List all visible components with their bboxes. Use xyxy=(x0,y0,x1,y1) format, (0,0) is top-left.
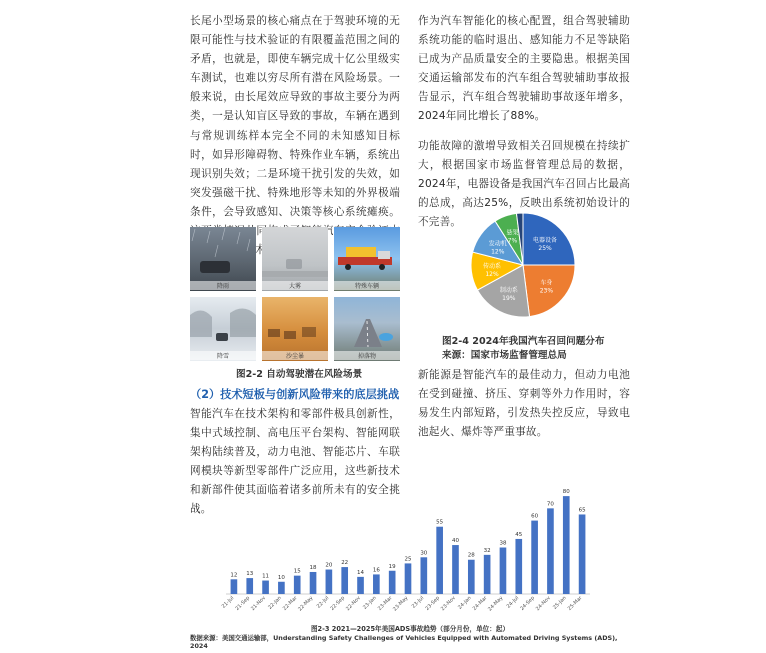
x-tick-label: 22-Mar xyxy=(281,595,299,612)
bar xyxy=(563,496,570,594)
bar xyxy=(500,548,507,594)
pie-slice-label: 车身 xyxy=(540,279,553,287)
bar xyxy=(531,521,538,594)
x-tick-label: 22-Jan xyxy=(267,595,283,611)
photo-snow xyxy=(190,297,256,361)
bar xyxy=(294,576,301,594)
bar xyxy=(579,514,586,594)
bar xyxy=(341,567,348,594)
bar xyxy=(484,555,491,594)
figure-2-4-source: 来源：国家市场监督管理总局 xyxy=(442,350,567,361)
right-paragraph-3: 新能源是智能汽车的最佳动力，但动力电池在受到碰撞、挤压、穿刺等外力作用时，容易发生内部短路，引发热失控反应，导致电池起火、爆炸等严重事故。 xyxy=(418,369,630,439)
x-tick-label: 25-Mar xyxy=(566,595,584,612)
pie-slice-percent: 12% xyxy=(485,270,499,278)
bar-value-label: 22 xyxy=(341,560,349,567)
bar-value-label: 19 xyxy=(388,563,396,570)
bar-value-label: 32 xyxy=(483,547,491,554)
photo-label-sandstorm: 沙尘暴 xyxy=(262,351,328,360)
bar xyxy=(436,527,443,594)
x-tick-label: 23-Nov xyxy=(439,595,457,613)
x-tick-label: 24-Nov xyxy=(534,595,552,613)
bar-value-label: 70 xyxy=(546,501,554,508)
x-tick-label: 21-Jul xyxy=(220,595,236,610)
right-column-lower xyxy=(418,366,630,442)
bar-chart-svg xyxy=(220,484,596,624)
photo-label-special-vehicle: 特殊车辆 xyxy=(334,281,400,290)
left-column xyxy=(190,12,400,260)
bar-value-label: 80 xyxy=(562,489,570,496)
pie-svg xyxy=(458,205,588,325)
bar-value-label: 14 xyxy=(357,569,365,576)
bar xyxy=(357,577,364,594)
left-paragraph-1: 长尾小型场景的核心痛点在于驾驶环境的无限可能性与技术验证的有限覆盖范围之间的矛盾，也就是，即使车辆完成十亿公里级实车测试，也难以穷尽所有潜在风险场景。一般来说，由长尾效应导致的事故主要分为两类，一是认知盲区导致的事故，车辆在遇到与常规训练样本完全不同的未知感知目标时，如异形障碍物、特殊作业车辆，系统出现识别失效；二是环境干扰引发的失效，如突发强磁干扰、特殊地形等未知的外界极端条件，会导致感知、决策等核心系统瘫痪。 汽 术 xyxy=(190,15,400,257)
photo-special-vehicle xyxy=(334,227,400,291)
figure-2-3-caption: 图2-3 2021—2025年美国ADS事故趋势（部分月份，单位：起） xyxy=(310,625,510,633)
photo-debris xyxy=(334,297,400,361)
x-tick-label: 25-Jan xyxy=(552,595,568,611)
x-tick-label: 24-Jan xyxy=(457,595,473,611)
photo-label-snow: 降雪 xyxy=(190,351,256,360)
right-paragraph-2: 功能故障的激增导致相关召回规模在持续扩大，根据国家市场监督管理总局的数据，2024年，电器设备是我国汽车召回占比最高的总成，高达25%，反映出系统初始设计的不完善。 xyxy=(418,139,630,228)
pie-slice-label: 传动系 xyxy=(483,262,502,270)
bar-value-label: 65 xyxy=(578,507,586,514)
photo-fog xyxy=(262,227,328,291)
right-column xyxy=(418,12,630,232)
pie-slice-percent: 7% xyxy=(507,237,518,245)
bar-value-label: 60 xyxy=(531,513,539,520)
x-tick-label: 23-May xyxy=(392,595,410,613)
left-paragraph-2: 智能汽车在技术架构和零部件极具创新性，集中式域控制、高电压平台架构、智能网联架构陆续普及，动力电池、智能芯片、车联网模块等新型零部件广泛应用，这些新技术和新部件使其面临着诸多前所未有的安全挑战。 xyxy=(190,408,400,516)
bar-value-label: 16 xyxy=(372,567,380,574)
bar-value-label: 55 xyxy=(436,519,444,526)
bar xyxy=(515,539,522,594)
figure-2-3-source: 数据来源：美国交通运输部，Understanding Safety Challenges of Vehicles Equipped with Automated Driving Systems (ADS), 2024 xyxy=(190,634,618,650)
x-tick-label: 22-May xyxy=(297,595,315,613)
x-tick-label: 24-Mar xyxy=(471,595,489,612)
photo-label-rain: 降雨 xyxy=(190,281,256,290)
x-tick-label: 23-Mar xyxy=(376,595,394,612)
photo-label-debris: 掉落物 xyxy=(334,351,400,360)
bar xyxy=(246,578,253,594)
bar-value-label: 45 xyxy=(515,531,523,538)
bar xyxy=(310,572,317,594)
risk-scenario-photos xyxy=(190,227,400,363)
x-tick-label: 24-Sep xyxy=(519,595,537,612)
x-tick-label: 23-Jan xyxy=(362,595,378,611)
bar-value-label: 20 xyxy=(325,562,333,569)
x-tick-label: 21-Nov xyxy=(250,595,267,613)
bar xyxy=(405,563,412,594)
pie-slice-label: 制动系 xyxy=(499,286,518,294)
x-tick-label: 23-Jul xyxy=(410,595,426,610)
bar-value-label: 28 xyxy=(467,552,475,559)
bar xyxy=(468,560,475,594)
bar xyxy=(452,545,459,594)
ads-accident-bar-chart xyxy=(220,484,596,624)
bar-value-label: 18 xyxy=(309,564,317,571)
bar xyxy=(421,557,428,594)
bar-value-label: 38 xyxy=(499,540,507,547)
x-tick-label: 24-Jul xyxy=(505,595,521,610)
photo-label-fog: 大雾 xyxy=(262,281,328,290)
x-tick-label: 24-May xyxy=(487,595,505,613)
recall-pie-chart xyxy=(458,205,588,325)
bar xyxy=(389,571,396,594)
figure-2-2-caption: 图2-2 自动驾驶潜在风险场景 xyxy=(236,369,363,380)
right-paragraph-1: 作为汽车智能化的核心配置，组合驾驶辅助系统功能的临时退出、感知能力不足等缺陷已成为产品质量安全的主要隐患。根据美国交通运输部发布的汽车组合驾驶辅助事故报告显示，汽车组合驾驶辅助事故逐年增多，2024年同比增长了88%。 xyxy=(418,15,630,123)
bar-value-label: 13 xyxy=(246,571,254,578)
bar-value-label: 15 xyxy=(293,568,301,575)
section-subheading: （2）技术短板与创新风险带来的底层挑战 xyxy=(190,388,400,401)
figure-2-4-caption: 图2-4 2024年我国汽车召回问题分布 xyxy=(442,336,605,347)
bar-value-label: 25 xyxy=(404,556,412,563)
pie-slice-label: 电器设备 xyxy=(533,236,558,244)
pie-slice-percent: 19% xyxy=(502,294,516,302)
bar xyxy=(373,574,380,594)
bar-value-label: 10 xyxy=(277,574,285,581)
bar-value-label: 11 xyxy=(262,573,270,580)
bar xyxy=(262,581,269,594)
pie-slice-percent: 23% xyxy=(539,287,554,295)
bar-value-label: 30 xyxy=(420,550,428,557)
photo-sandstorm xyxy=(262,297,328,361)
bar xyxy=(547,508,554,594)
bar xyxy=(278,582,285,594)
x-tick-label: 22-Sep xyxy=(329,595,347,612)
x-tick-label: 22-Jul xyxy=(315,595,331,610)
pie-slice-label: 发动机 xyxy=(488,240,507,248)
pie-slice-percent: 12% xyxy=(491,248,505,256)
pie-slice-label: 悬架 xyxy=(506,229,519,237)
pie-slice-percent: 25% xyxy=(538,244,552,252)
bar xyxy=(326,570,333,594)
x-tick-label: 21-Sep xyxy=(234,595,252,612)
bar-value-label: 12 xyxy=(230,572,238,579)
photo-rain xyxy=(190,227,256,291)
bar-value-label: 40 xyxy=(451,538,459,545)
x-tick-label: 23-Sep xyxy=(424,595,442,612)
x-tick-label: 22-Nov xyxy=(345,595,362,613)
bar xyxy=(231,579,238,594)
